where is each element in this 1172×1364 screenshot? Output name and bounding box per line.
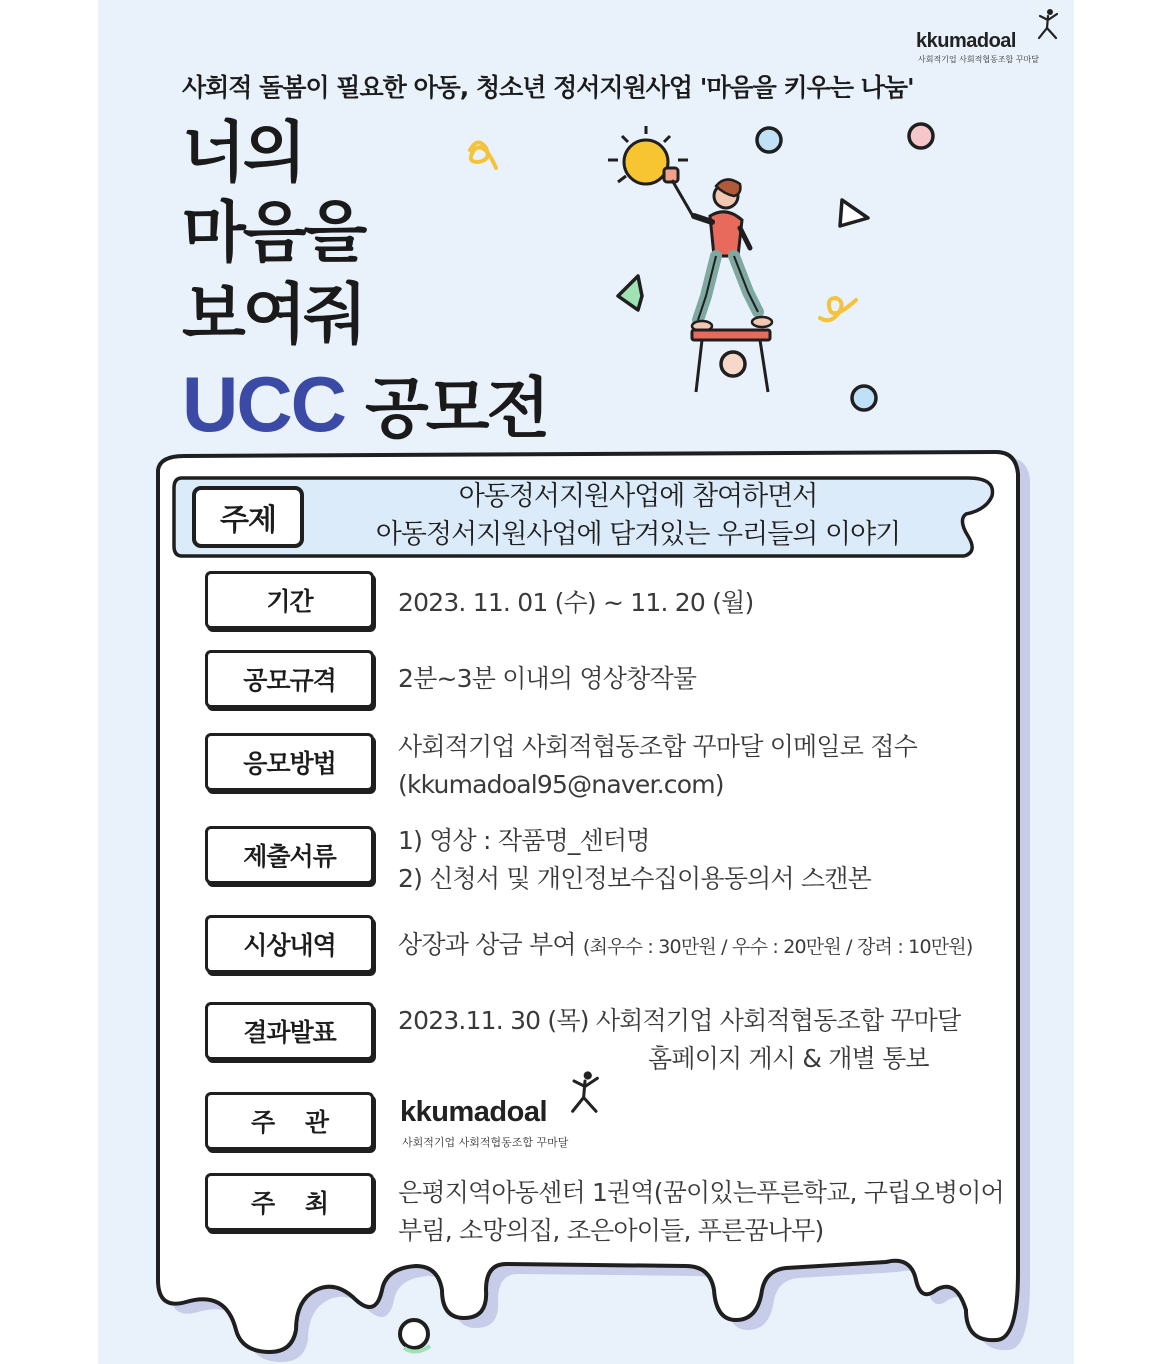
value-host-line-2: 부림, 소망의집, 조은아이들, 푸른꿈나무): [398, 1216, 824, 1245]
value-awards: [398, 926, 972, 966]
label-format: 공모규격: [205, 650, 374, 708]
value-documents-line-2: 2) 신청서 및 개인정보수집이용동의서 스캔본: [398, 864, 871, 893]
theme-line-1: 아동정서지원사업에 참여하면서: [458, 481, 818, 512]
title-line-3: 보여줘: [182, 276, 365, 353]
logo-subtext: 사회적기업 사회적협동조합 꾸마달: [918, 55, 1040, 64]
value-results-line-2: 홈페이지 게시 & 개별 통보: [648, 1044, 929, 1073]
label-awards: 시상내역: [205, 915, 374, 973]
label-results: 결과발표: [205, 1002, 374, 1060]
value-awards-main: 상장과 상금 부여: [398, 930, 576, 959]
contest-label: 공모전: [364, 370, 548, 447]
title-line-1: 너의: [182, 114, 304, 191]
value-host: [398, 1174, 1004, 1250]
theme-line-2: 아동정서지원사업에 담겨있는 우리들의 이야기: [375, 519, 901, 550]
logo-wordmark: kkumadoal: [916, 30, 1016, 52]
label-period: 기간: [205, 571, 374, 629]
event-subtitle: 사회적 돌봄이 필요한 아동, 청소년 정서지원사업 '마음을 키우는 나눔': [182, 73, 914, 102]
ring-bottom: [400, 1320, 428, 1348]
poster: [98, 0, 1074, 1364]
label-documents: 제출서류: [205, 826, 374, 884]
kkumadoal-logo-organizer: [400, 1070, 620, 1154]
value-period: 2023. 11. 01 (수) ~ 11. 20 (월): [398, 588, 754, 617]
title-line-2: 마음을: [182, 194, 365, 271]
value-application: [398, 728, 917, 804]
label-application: 응모방법: [205, 733, 374, 791]
value-host-line-1: 은평지역아동센터 1권역(꿈이있는푸른학교, 구립오병이어: [398, 1178, 1004, 1207]
ucc-label: UCC: [182, 360, 345, 448]
organizer-logo-wordmark: kkumadoal: [400, 1096, 547, 1128]
label-host: 주 최: [205, 1173, 374, 1231]
value-format: 2분~3분 이내의 영상창작물: [398, 664, 697, 693]
value-results-line-1: 2023.11. 30 (목) 사회적기업 사회적협동조합 꾸마달: [398, 1006, 961, 1035]
organizer-logo-figure-icon: [568, 1070, 602, 1114]
value-application-line-1: 사회적기업 사회적협동조합 꾸마달 이메일로 접수: [398, 732, 917, 761]
theme-text: [318, 478, 958, 554]
organizer-logo-subtext: 사회적기업 사회적협동조합 꾸마달: [402, 1136, 569, 1149]
value-documents: [398, 822, 871, 898]
value-awards-detail: (최우수 : 30만원 / 우수 : 20만원 / 장려 : 10만원): [582, 936, 973, 958]
value-results: [398, 1002, 960, 1078]
label-organizer: 주 관: [205, 1092, 374, 1150]
theme-label: 주제: [192, 486, 304, 548]
email-address[interactable]: (kkumadoal95@naver.com): [398, 770, 724, 799]
value-documents-line-1: 1) 영상 : 작품명_센터명: [398, 826, 650, 855]
